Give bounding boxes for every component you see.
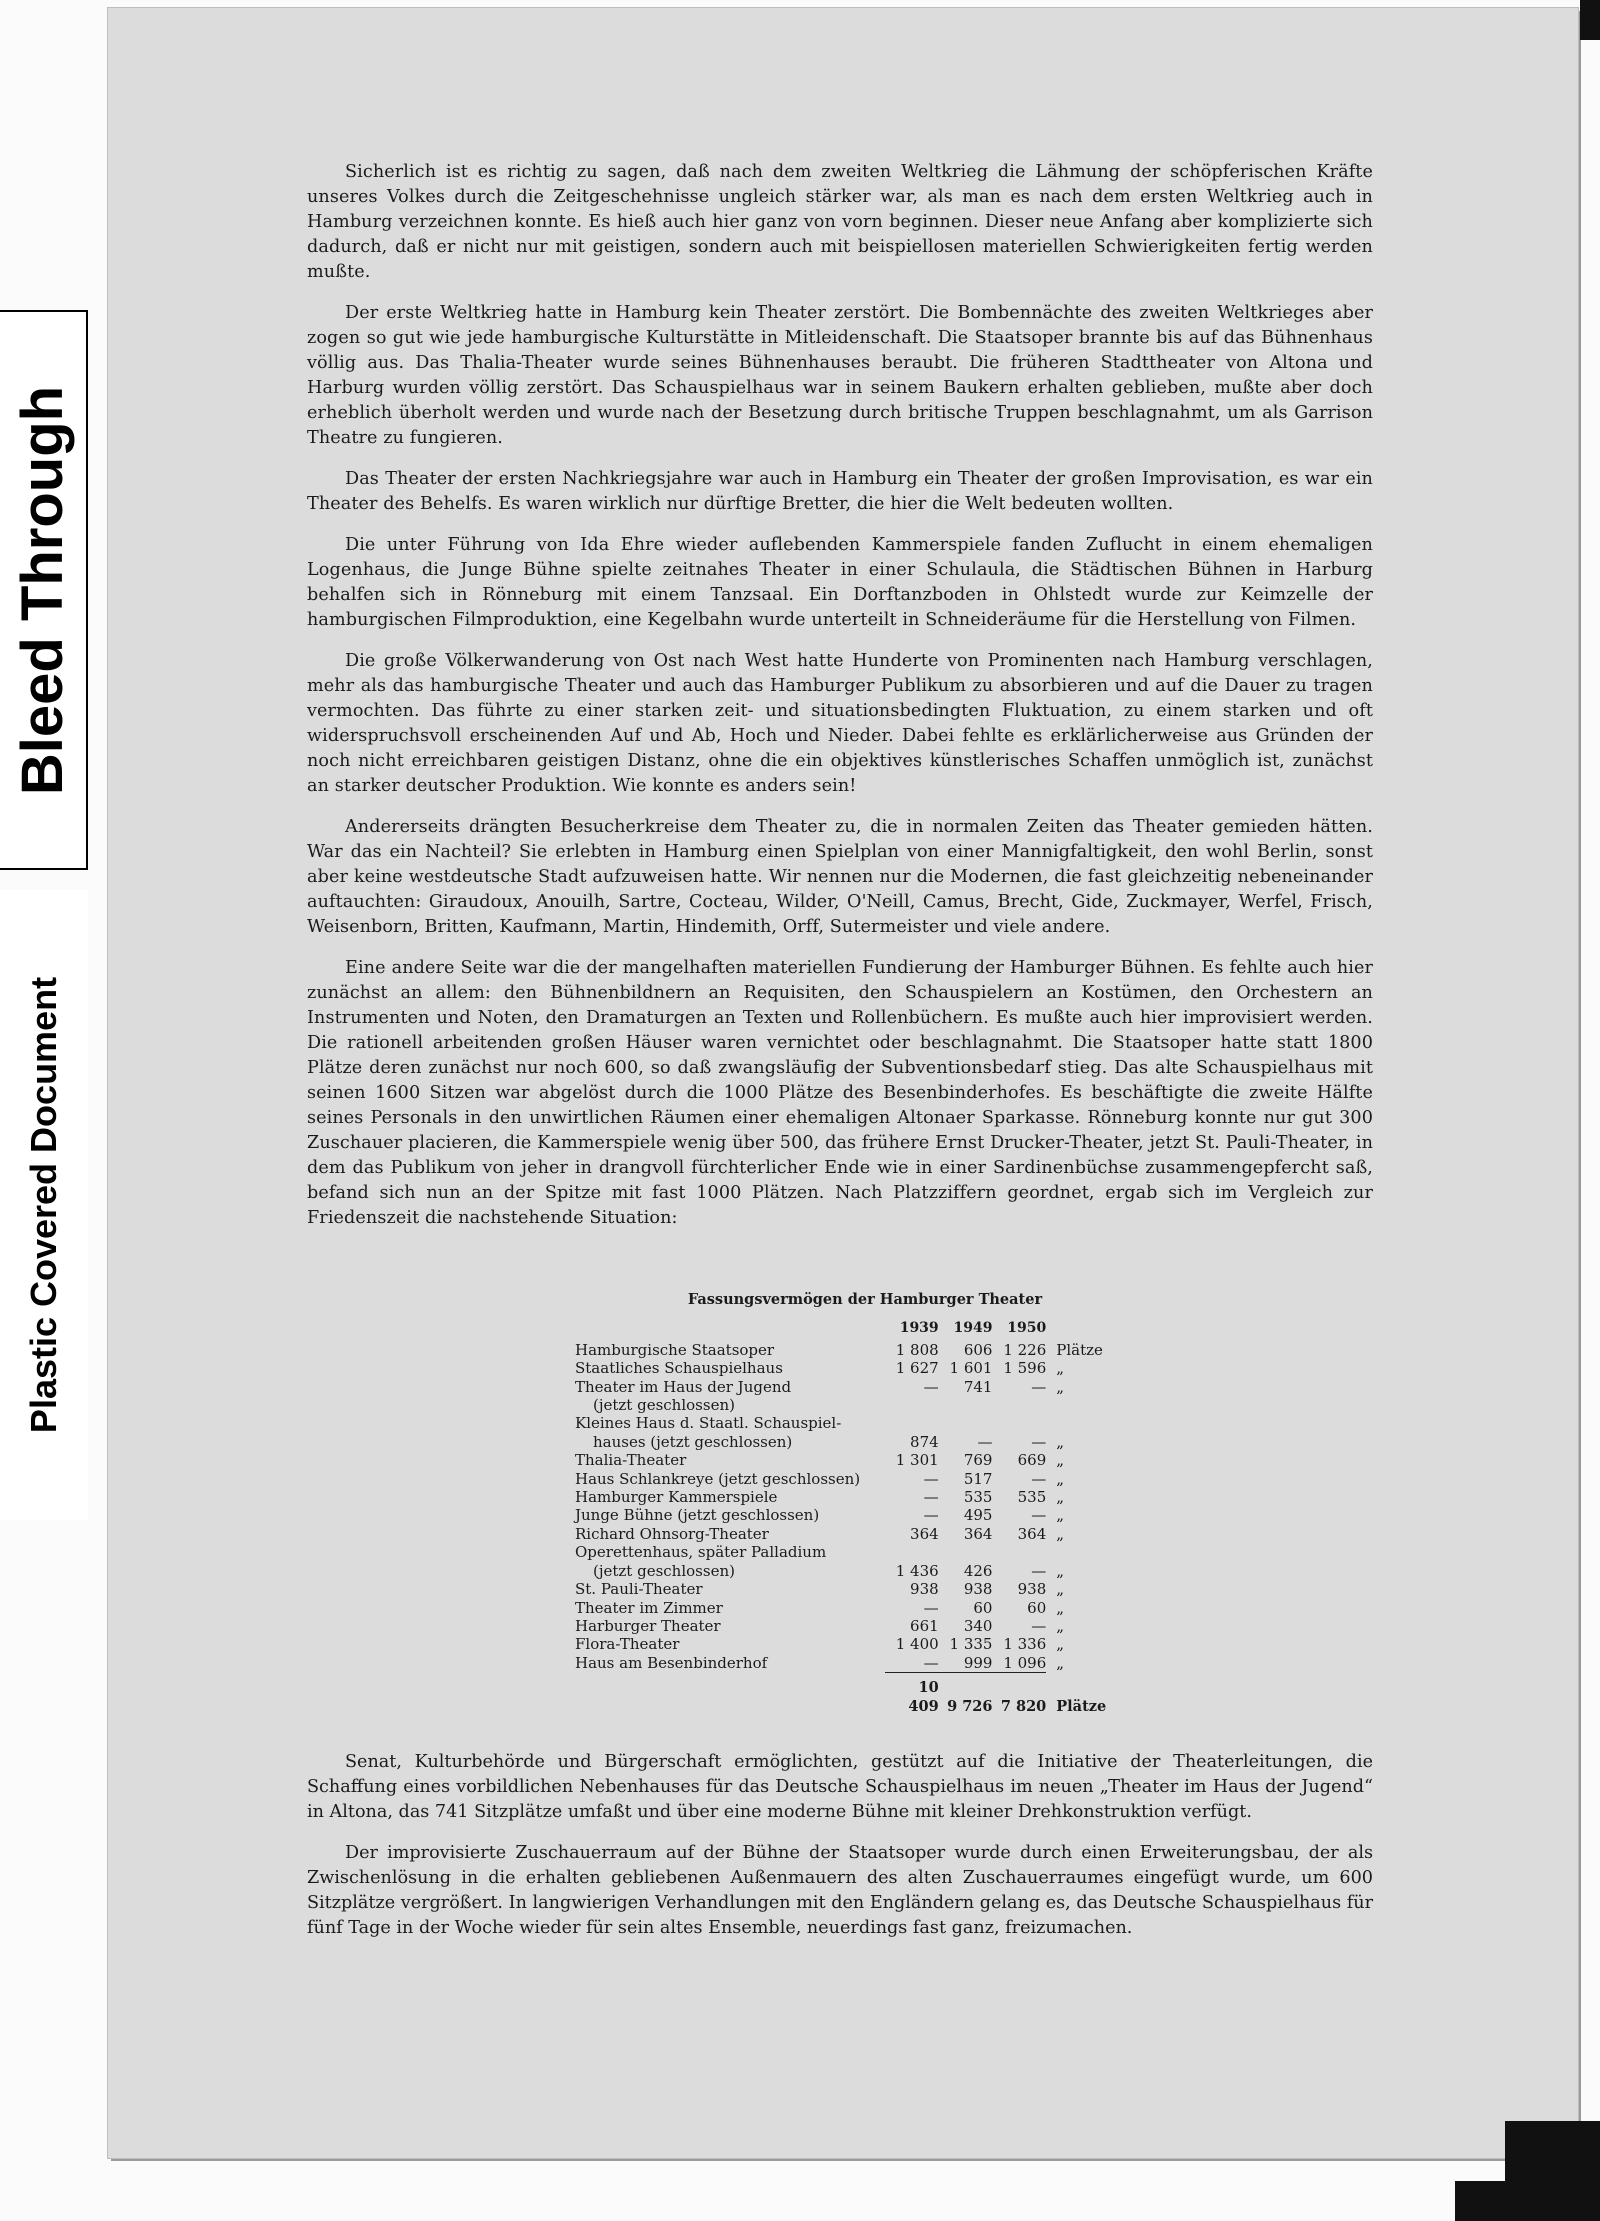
value-1939 [885, 1543, 939, 1561]
value-1939: 661 [910, 1616, 939, 1635]
table-row [575, 1506, 1115, 1524]
total-1939: 10 409 [908, 1679, 939, 1715]
paragraph: Das Theater der ersten Nachkriegsjahre war auch in Hamburg ein Theater der großen Improvisation, es war ein Theater des Behelfs. Es waren wirklich nur dürftige Bretter, die hier die Welt bedeuten wollten. [307, 469, 1373, 514]
value-1950 [992, 1396, 1046, 1414]
value-1939: 1 808 [895, 1340, 939, 1359]
value-1949: 495 [963, 1506, 993, 1525]
value-1949: — [977, 1432, 993, 1451]
value-1939: — [923, 1469, 939, 1488]
theater-name: Flora-Theater [575, 1635, 680, 1654]
table-row [575, 1654, 1115, 1673]
value-1939: — [923, 1377, 939, 1396]
value-1949: 606 [963, 1340, 993, 1359]
unit-label [1046, 1396, 1115, 1414]
unit-label: „ [1056, 1377, 1065, 1396]
value-1949 [939, 1414, 993, 1432]
value-1949: 999 [939, 1654, 993, 1673]
value-1950: 535 [1017, 1488, 1047, 1507]
table-row [575, 1562, 1115, 1580]
theater-name: hauses (jetzt geschlossen) [593, 1432, 793, 1451]
value-1949: 340 [963, 1616, 993, 1635]
value-1939: — [923, 1506, 939, 1525]
scan-corner-mark [1580, 0, 1600, 40]
paragraph: Die große Völkerwanderung von Ost nach West hatte Hunderte von Prominenten nach Hamburg verschlagen, mehr als das hamburgische Theater und auch das Hamburger Publikum zu absorbieren und auf die Dauer zu tragen vermochten. Das führte zu einer starken zeit- und situationsbedingten Fluktuation, zu einem starken und oft widerspruchsvoll erscheinenden Auf und Ab, Hoch und Nieder. Dabei fehlte es erklärlicherweise aus Gründen der noch nicht erreichbaren geistigen Distanz, ohne die ein objektives künstlerisches Schaffen unmöglich ist, zunächst an starker deutscher Produktion. Wie konnte es anders sein! [307, 651, 1373, 796]
value-1939: 364 [910, 1524, 939, 1543]
total-label [575, 1673, 885, 1716]
table-row [575, 1433, 1115, 1451]
unit-label: „ [1056, 1654, 1065, 1673]
value-1949: 60 [973, 1598, 993, 1617]
table-header-row [575, 1319, 1115, 1340]
table-row [575, 1341, 1115, 1359]
unit-label: „ [1056, 1488, 1065, 1507]
unit-label: „ [1056, 1359, 1065, 1378]
value-1939: 1 627 [895, 1359, 939, 1378]
value-1950: — [1031, 1616, 1047, 1635]
theater-name: (jetzt geschlossen) [593, 1396, 735, 1415]
value-1939: 1 301 [895, 1451, 939, 1470]
capacity-table-grid [575, 1319, 1115, 1716]
value-1939: 1 400 [895, 1635, 939, 1654]
table-title: Fassungsvermögen der Hamburger Theater [687, 1291, 1043, 1308]
unit-label: „ [1056, 1598, 1065, 1617]
unit-label: Plätze [1056, 1340, 1103, 1359]
total-unit: Plätze [1056, 1697, 1107, 1715]
table-row [575, 1525, 1115, 1543]
value-1950: — [1031, 1506, 1047, 1525]
year-header: 1949 [953, 1320, 993, 1337]
value-1949: 1 335 [949, 1635, 993, 1654]
body-text [307, 160, 1373, 1247]
value-1949 [939, 1543, 993, 1561]
value-1949: 535 [963, 1488, 993, 1507]
table-row [575, 1470, 1115, 1488]
year-header: 1939 [899, 1320, 939, 1337]
value-1939: 874 [910, 1432, 939, 1451]
bleed-through-label [0, 310, 88, 870]
value-1950: — [1031, 1561, 1047, 1580]
table-row [575, 1378, 1115, 1396]
unit-label: „ [1056, 1561, 1065, 1580]
unit-label: „ [1056, 1469, 1065, 1488]
paragraph: Die unter Führung von Ida Ehre wieder auflebenden Kammerspiele fanden Zuflucht in einem ehemaligen Logenhaus, die Junge Bühne spielte zeitnahes Theater in einer Schulaula, die Städtischen Bühnen in Harburg behalfen sich in Rönneburg mit einem Tanzsaal. Ein Dorftanzboden in Ohlstedt wurde zur Keimzelle der hamburgischen Filmproduktion, eine Kegelbahn wurde unterteilt in Schneideräume für die Herstellung von Filmen. [307, 535, 1373, 630]
table-row [575, 1543, 1115, 1561]
table-row [575, 1414, 1115, 1432]
value-1950 [992, 1414, 1046, 1432]
table-row [575, 1488, 1115, 1506]
unit-label: „ [1056, 1506, 1065, 1525]
paragraph: Andererseits drängten Besucherkreise dem Theater zu, die in normalen Zeiten das Theater gemieden hätten. War das ein Nachteil? Sie erlebten in Hamburg einen Spielplan von einer Mannigfaltigkeit, den wohl Berlin, sonst aber keine westdeutsche Stadt aufzuweisen hatte. Wir nennen nur die Modernen, die fast gleichzeitig nebeneinander auftauchten: Giraudoux, Anouilh, Sartre, Cocteau, Wilder, O'Neill, Camus, Brecht, Gide, Zuckmayer, Werfel, Frisch, Weisenborn, Britten, Kaufmann, Martin, Hindemith, Orff, Sutermeister und viele andere. [307, 817, 1373, 937]
plastic-covered-text: Plastic Covered Document [23, 976, 65, 1434]
value-1950: — [1031, 1377, 1047, 1396]
table-row [575, 1359, 1115, 1377]
table-row [575, 1396, 1115, 1414]
paragraph: Eine andere Seite war die der mangelhaften materiellen Fundierung der Hamburger Bühnen. Es fehlte auch hier zunächst an allem: den Bühnenbildnern an Requisiten, den Schauspielern an Kostümen, den Orchestern an Instrumenten und Noten, den Dramaturgen an Texten und Rollenbüchern. Es mußte auch hier improvisiert werden. Die rationell arbeitenden großen Häuser waren vernichtet oder beschlagnahmt. Die Staatsoper hatte statt 1800 Plätze deren zunächst nur noch 600, so daß zwangsläufig der Subventionsbedarf stieg. Das alte Schauspielhaus mit seinen 1600 Sitzen war abgelöst durch die 1000 Plätze des Besenbinderhofes. Es beschäftigte die zweite Hälfte seines Personals in den unwirtlichen Räumen einer ehemaligen Altonaer Sparkasse. Rönneburg konnte nur gut 300 Zuschauer placieren, die Kammerspiele wenig über 500, das frühere Ernst Drucker-Theater, jetzt St. Pauli-Theater, in dem das Publikum von jeher in drangvoll fürchterlicher Ende wie in einer Sardinenbüchse zusammengepfercht saß, befand sich nun an der Spitze mit fast 1000 Plätzen. Nach Platzziffern geordnet, ergab sich im Vergleich zur Friedenszeit die nachstehende Situation: [307, 958, 1373, 1228]
theater-name: Hamburger Kammerspiele [575, 1488, 778, 1507]
theater-name: Thalia-Theater [575, 1451, 687, 1470]
table-row [575, 1599, 1115, 1617]
scan-corner-mark [1505, 2121, 1600, 2221]
unit-label: „ [1056, 1616, 1065, 1635]
unit-label [1046, 1414, 1115, 1432]
table-row [575, 1635, 1115, 1653]
theater-name: Operettenhaus, später Palladium [575, 1543, 827, 1562]
table-total-row [575, 1673, 1115, 1716]
theater-name: Kleines Haus d. Staatl. Schauspiel- [575, 1414, 842, 1433]
table-header-unit [1046, 1319, 1115, 1340]
value-1950: 364 [1017, 1524, 1047, 1543]
value-1950: — [1031, 1469, 1047, 1488]
theater-name: Haus Schlankreye (jetzt geschlossen) [575, 1469, 861, 1488]
value-1939 [885, 1414, 939, 1432]
theater-name: (jetzt geschlossen) [593, 1561, 735, 1580]
unit-label: „ [1056, 1432, 1065, 1451]
value-1949: 364 [963, 1524, 993, 1543]
value-1950 [992, 1543, 1046, 1561]
value-1950: 1 596 [1003, 1359, 1047, 1378]
year-header: 1950 [1007, 1320, 1047, 1337]
theater-name: Staatliches Schauspielhaus [575, 1359, 783, 1378]
value-1939: — [923, 1598, 939, 1617]
value-1949: 1 601 [949, 1359, 993, 1378]
total-1949: 9 726 [947, 1697, 993, 1715]
unit-label: „ [1056, 1524, 1065, 1543]
value-1939 [885, 1396, 939, 1414]
body-text-after-table [307, 1750, 1373, 1957]
unit-label [1046, 1543, 1115, 1561]
table-body [575, 1341, 1115, 1716]
theater-name: Hamburgische Staatsoper [575, 1340, 775, 1359]
plastic-covered-label [0, 890, 88, 1520]
value-1950: 1 336 [1003, 1635, 1047, 1654]
table-row [575, 1617, 1115, 1635]
bleed-through-text: Bleed Through [10, 385, 76, 795]
paragraph: Der improvisierte Zuschauerraum auf der Bühne der Staatsoper wurde durch einen Erweiterungsbau, der als Zwischenlösung in die erhalten gebliebenen Außenmauern des alten Zuschauerraumes eingefügt wurde, um 600 Sitzplätze vergrößert. In langwierigen Verhandlungen mit den Engländern gelang es, das Deutsche Schauspielhaus für fünf Tage in der Woche wieder für sein altes Ensemble, neuerdings fast ganz, freizumachen. [307, 1843, 1373, 1938]
value-1949: 741 [963, 1377, 993, 1396]
value-1950: 938 [1017, 1580, 1047, 1599]
total-1950: 7 820 [1000, 1697, 1047, 1715]
paragraph: Sicherlich ist es richtig zu sagen, daß nach dem zweiten Weltkrieg die Lähmung der schöpferischen Kräfte unseres Volkes durch die Zeitgeschehnisse ungleich stärker war, als man es nach dem ersten Weltkrieg auch in Hamburg verzeichnen konnte. Es hieß auch hier ganz von vorn beginnen. Dieser neue Anfang aber komplizierte sich dadurch, daß er nicht nur mit geistigen, sondern auch mit beispiellosen materiellen Schwierigkeiten fertig werden mußte. [307, 162, 1373, 282]
table-row [575, 1451, 1115, 1469]
theater-name: Harburger Theater [575, 1616, 721, 1635]
paragraph: Senat, Kulturbehörde und Bürgerschaft ermöglichten, gestützt auf die Initiative der Theaterleitungen, die Schaffung eines vorbildlichen Nebenhauses für das Deutsche Schauspielhaus im neuen „Theater im Haus der Jugend“ in Altona, das 741 Sitzplätze umfaßt und über eine moderne Bühne mit kleiner Drehkonstruktion verfügt. [307, 1752, 1373, 1822]
value-1939: 1 436 [895, 1561, 939, 1580]
unit-label: „ [1056, 1580, 1065, 1599]
scan-corner-mark [1455, 2181, 1505, 2221]
value-1950: 669 [1017, 1451, 1047, 1470]
value-1950: 1 096 [992, 1654, 1046, 1673]
table-header-name [575, 1319, 885, 1340]
value-1949 [939, 1396, 993, 1414]
value-1939: — [885, 1654, 939, 1673]
paragraph: Der erste Weltkrieg hatte in Hamburg kein Theater zerstört. Die Bombennächte des zweiten Weltkrieges aber zogen so gut wie jede hamburgische Kulturstätte in Mitleidenschaft. Die Staatsoper brannte bis auf das Bühnenhaus völlig aus. Das Thalia-Theater wurde seines Bühnenhauses beraubt. Die früheren Stadttheater von Altona und Harburg wurden völlig zerstört. Das Schauspielhaus war in seinem Baukern erhalten geblieben, mußte aber doch erheblich überholt werden und wurde nach der Besetzung durch britische Truppen beschlagnahmt, um als Garrison Theatre zu fungieren. [307, 303, 1373, 448]
value-1950: — [1031, 1432, 1047, 1451]
table-row [575, 1580, 1115, 1598]
value-1949: 769 [963, 1451, 993, 1470]
value-1950: 1 226 [1003, 1340, 1047, 1359]
theater-name: Richard Ohnsorg-Theater [575, 1524, 769, 1543]
unit-label: „ [1056, 1635, 1065, 1654]
value-1949: 426 [963, 1561, 993, 1580]
value-1939: — [923, 1488, 939, 1507]
theater-name: Haus am Besenbinderhof [575, 1654, 768, 1673]
unit-label: „ [1056, 1451, 1065, 1470]
value-1950: 60 [1027, 1598, 1047, 1617]
capacity-table [575, 1291, 1115, 1716]
value-1949: 517 [963, 1469, 993, 1488]
value-1939: 938 [910, 1580, 939, 1599]
theater-name: St. Pauli-Theater [575, 1580, 703, 1599]
theater-name: Theater im Zimmer [575, 1598, 723, 1617]
value-1949: 938 [963, 1580, 993, 1599]
theater-name: Theater im Haus der Jugend [575, 1377, 792, 1396]
theater-name: Junge Bühne (jetzt geschlossen) [575, 1506, 820, 1525]
